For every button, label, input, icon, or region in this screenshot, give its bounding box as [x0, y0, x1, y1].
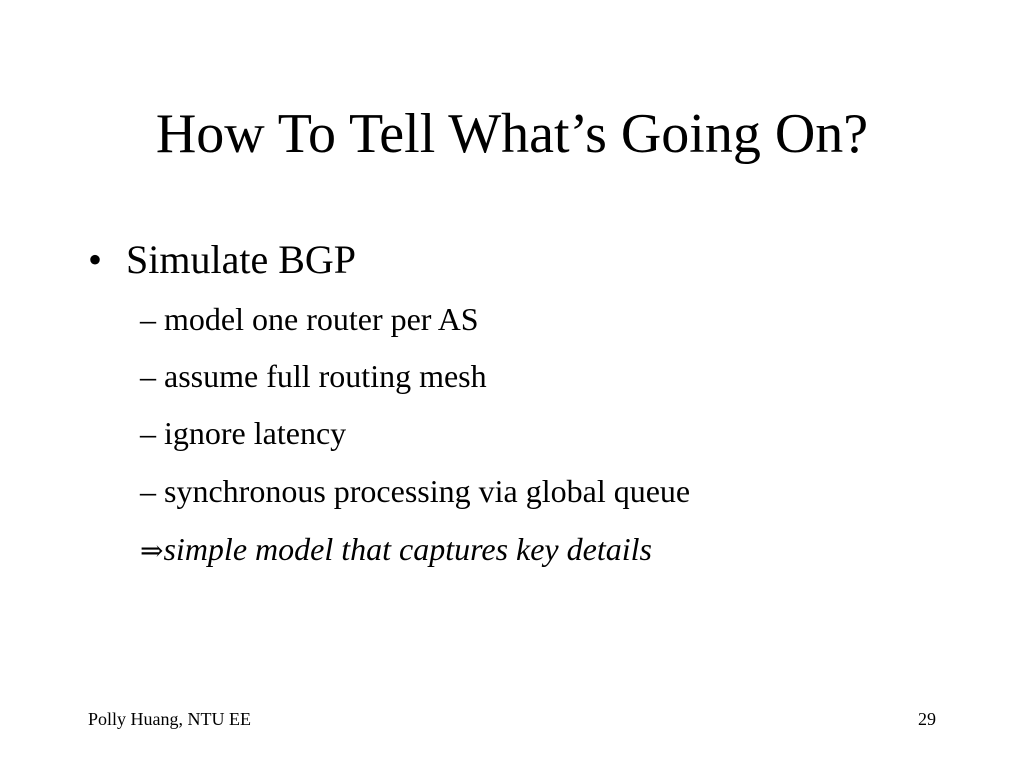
sub-bullet-marker: –: [140, 301, 156, 337]
bullet-text: Simulate BGP: [126, 237, 357, 282]
sub-bullet-model: [140, 299, 479, 339]
sub-bullet-text: model one router per AS: [164, 301, 479, 337]
bullet-marker: •: [88, 237, 103, 282]
slide-title: How To Tell What’s Going On?: [155, 103, 869, 165]
sub-bullet-text: assume full routing mesh: [164, 358, 487, 394]
sub-bullet-marker: –: [140, 358, 156, 394]
sub-bullet-text: ignore latency: [164, 415, 347, 451]
implication-line: [140, 529, 652, 571]
sub-bullet-mesh: [140, 356, 487, 396]
sub-bullet-marker: –: [140, 415, 156, 451]
implication-text: simple model that captures key details: [163, 531, 652, 567]
sub-bullet-synchronous: [140, 471, 690, 511]
footer-author: Polly Huang, NTU EE: [88, 709, 251, 729]
footer-page-number: 29: [918, 709, 936, 729]
sub-bullet-text: synchronous processing via global queue: [164, 473, 691, 509]
bullet-simulate-bgp: [88, 236, 356, 284]
sub-bullet-marker: –: [140, 473, 156, 509]
sub-bullet-latency: [140, 413, 346, 453]
implies-arrow-icon: ⇒: [140, 534, 164, 567]
